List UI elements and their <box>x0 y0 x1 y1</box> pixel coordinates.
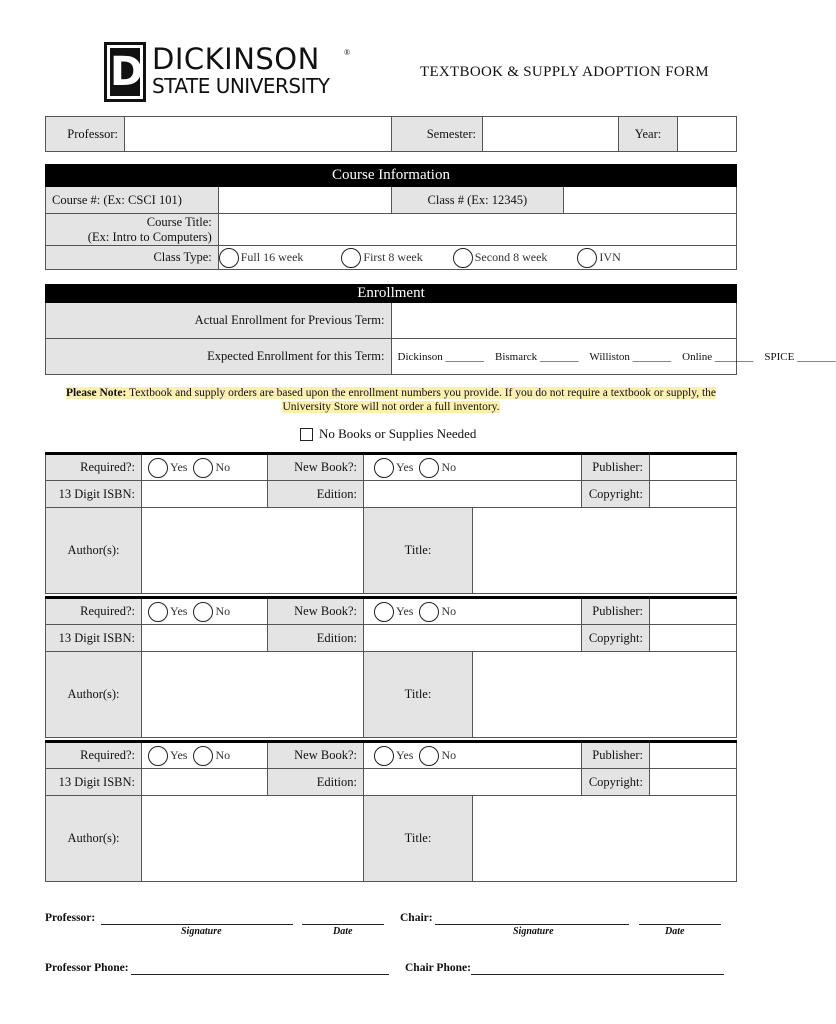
professor-label: Professor: <box>46 117 125 152</box>
title-input[interactable] <box>473 508 737 594</box>
no-books-checkbox[interactable] <box>300 428 313 441</box>
location-bismarck[interactable]: Bismarck _______ <box>494 350 579 363</box>
professor-phone-line[interactable] <box>131 962 389 975</box>
location-online[interactable]: Online _______ <box>682 350 754 363</box>
logo-reg: ® <box>344 48 351 57</box>
university-logo <box>104 42 354 104</box>
title-label: Title: <box>364 508 473 594</box>
copyright-input[interactable] <box>650 481 737 508</box>
chair-sig-label: Chair: <box>400 912 433 924</box>
required-label: Required?: <box>46 598 142 625</box>
professor-input[interactable] <box>125 117 392 152</box>
new-book-options <box>364 598 582 625</box>
course-title-label-2: (Ex: Intro to Computers) <box>87 229 212 244</box>
copyright-label: Copyright: <box>582 481 650 508</box>
copyright-label: Copyright: <box>582 769 650 796</box>
chair-phone-line[interactable] <box>471 962 724 975</box>
publisher-label: Publisher: <box>582 598 650 625</box>
new-book-yes[interactable]: Yes <box>374 459 413 473</box>
authors-input[interactable] <box>142 508 364 594</box>
logo-top: DICKINSON <box>152 42 320 76</box>
new-book-no[interactable]: No <box>419 459 456 473</box>
class-type-first-8[interactable]: First 8 week <box>341 249 422 263</box>
edition-label: Edition: <box>268 769 364 796</box>
professor-signature-caption: Signature <box>181 926 222 937</box>
professor-date-caption: Date <box>333 926 353 937</box>
no-books-label: No Books or Supplies Needed <box>319 426 477 442</box>
authors-label: Author(s): <box>46 796 142 882</box>
new-book-label: New Book?: <box>268 598 364 625</box>
isbn-label: 13 Digit ISBN: <box>46 769 142 796</box>
note-bold: Please Note: <box>65 387 127 399</box>
logo-bottom: STATE UNIVERSITY <box>152 74 330 98</box>
publisher-input[interactable] <box>650 598 737 625</box>
header-row-table <box>45 116 737 152</box>
no-books-option[interactable] <box>300 425 476 442</box>
isbn-input[interactable] <box>142 481 268 508</box>
year-label: Year: <box>619 117 678 152</box>
book-entry-3 <box>45 740 737 882</box>
book-entry-2 <box>45 596 737 738</box>
class-num-label: Class # (Ex: 12345) <box>391 187 564 214</box>
edition-input[interactable] <box>364 769 582 796</box>
new-book-label: New Book?: <box>268 454 364 481</box>
title-input[interactable] <box>473 796 737 882</box>
new-book-no[interactable]: No <box>419 603 456 617</box>
new-book-yes[interactable]: Yes <box>374 747 413 761</box>
class-type-full-16[interactable]: Full 16 week <box>219 249 304 263</box>
required-label: Required?: <box>46 454 142 481</box>
edition-label: Edition: <box>268 481 364 508</box>
new-book-no[interactable]: No <box>419 747 456 761</box>
edition-input[interactable] <box>364 625 582 652</box>
new-book-options <box>364 742 582 769</box>
logo-mark: D <box>104 42 146 102</box>
please-note <box>45 386 737 414</box>
title-label: Title: <box>364 652 473 738</box>
authors-input[interactable] <box>142 796 364 882</box>
enrollment-header: Enrollment <box>46 285 737 303</box>
authors-label: Author(s): <box>46 508 142 594</box>
copyright-input[interactable] <box>650 625 737 652</box>
publisher-input[interactable] <box>650 454 737 481</box>
location-dickinson[interactable]: Dickinson _______ <box>397 350 484 363</box>
required-no[interactable]: No <box>193 459 230 473</box>
class-type-label: Class Type: <box>46 246 219 270</box>
class-type-second-8[interactable]: Second 8 week <box>453 249 548 263</box>
professor-signature-line[interactable] <box>101 912 293 925</box>
required-yes[interactable]: Yes <box>148 747 187 761</box>
title-input[interactable] <box>473 652 737 738</box>
previous-enrollment-input[interactable] <box>391 303 737 339</box>
expected-enrollment-label: Expected Enrollment for this Term: <box>46 339 392 375</box>
enrollment-table <box>45 284 836 375</box>
location-spice[interactable]: SPICE _______ <box>764 350 836 363</box>
required-no[interactable]: No <box>193 747 230 761</box>
publisher-label: Publisher: <box>582 742 650 769</box>
required-options <box>142 742 268 769</box>
isbn-input[interactable] <box>142 625 268 652</box>
copyright-label: Copyright: <box>582 625 650 652</box>
course-info-header: Course Information <box>46 165 737 187</box>
class-num-input[interactable] <box>564 187 737 214</box>
book-entry-1 <box>45 452 737 594</box>
chair-signature-caption: Signature <box>513 926 554 937</box>
form-title: TEXTBOOK & SUPPLY ADOPTION FORM <box>420 64 709 80</box>
isbn-input[interactable] <box>142 769 268 796</box>
title-label: Title: <box>364 796 473 882</box>
isbn-label: 13 Digit ISBN: <box>46 625 142 652</box>
year-input[interactable] <box>678 117 737 152</box>
new-book-label: New Book?: <box>268 742 364 769</box>
required-no[interactable]: No <box>193 603 230 617</box>
course-title-label-1: Course Title: <box>146 214 212 229</box>
expected-enrollment-locations <box>391 339 836 375</box>
required-options <box>142 598 268 625</box>
required-yes[interactable]: Yes <box>148 603 187 617</box>
required-yes[interactable]: Yes <box>148 459 187 473</box>
professor-date-line[interactable] <box>302 912 384 925</box>
location-williston[interactable]: Williston _______ <box>589 350 672 363</box>
publisher-label: Publisher: <box>582 454 650 481</box>
semester-input[interactable] <box>483 117 619 152</box>
isbn-label: 13 Digit ISBN: <box>46 481 142 508</box>
course-title-input[interactable] <box>218 214 736 246</box>
note-line1: Textbook and supply orders are based upon the enrollment numbers you provide. If you do not require a textbook or supply, the <box>126 387 717 399</box>
professor-phone-label: Professor Phone: <box>45 962 129 974</box>
course-num-label: Course #: (Ex: CSCI 101) <box>46 187 219 214</box>
previous-enrollment-label: Actual Enrollment for Previous Term: <box>46 303 392 339</box>
authors-input[interactable] <box>142 652 364 738</box>
chair-phone-label: Chair Phone: <box>405 962 471 974</box>
authors-label: Author(s): <box>46 652 142 738</box>
chair-date-caption: Date <box>665 926 685 937</box>
course-num-input[interactable] <box>218 187 391 214</box>
edition-input[interactable] <box>364 481 582 508</box>
required-label: Required?: <box>46 742 142 769</box>
required-options <box>142 454 268 481</box>
new-book-yes[interactable]: Yes <box>374 603 413 617</box>
note-line2: University Store will not order a full inventory. <box>282 401 500 413</box>
chair-signature-line[interactable] <box>435 912 629 925</box>
course-info-table <box>45 164 737 270</box>
new-book-options <box>364 454 582 481</box>
chair-date-line[interactable] <box>639 912 721 925</box>
class-type-options <box>218 246 736 270</box>
semester-label: Semester: <box>392 117 483 152</box>
publisher-input[interactable] <box>650 742 737 769</box>
course-title-label <box>46 214 219 246</box>
edition-label: Edition: <box>268 625 364 652</box>
copyright-input[interactable] <box>650 769 737 796</box>
professor-sig-label: Professor: <box>45 912 96 924</box>
class-type-ivn[interactable]: IVN <box>577 249 620 263</box>
